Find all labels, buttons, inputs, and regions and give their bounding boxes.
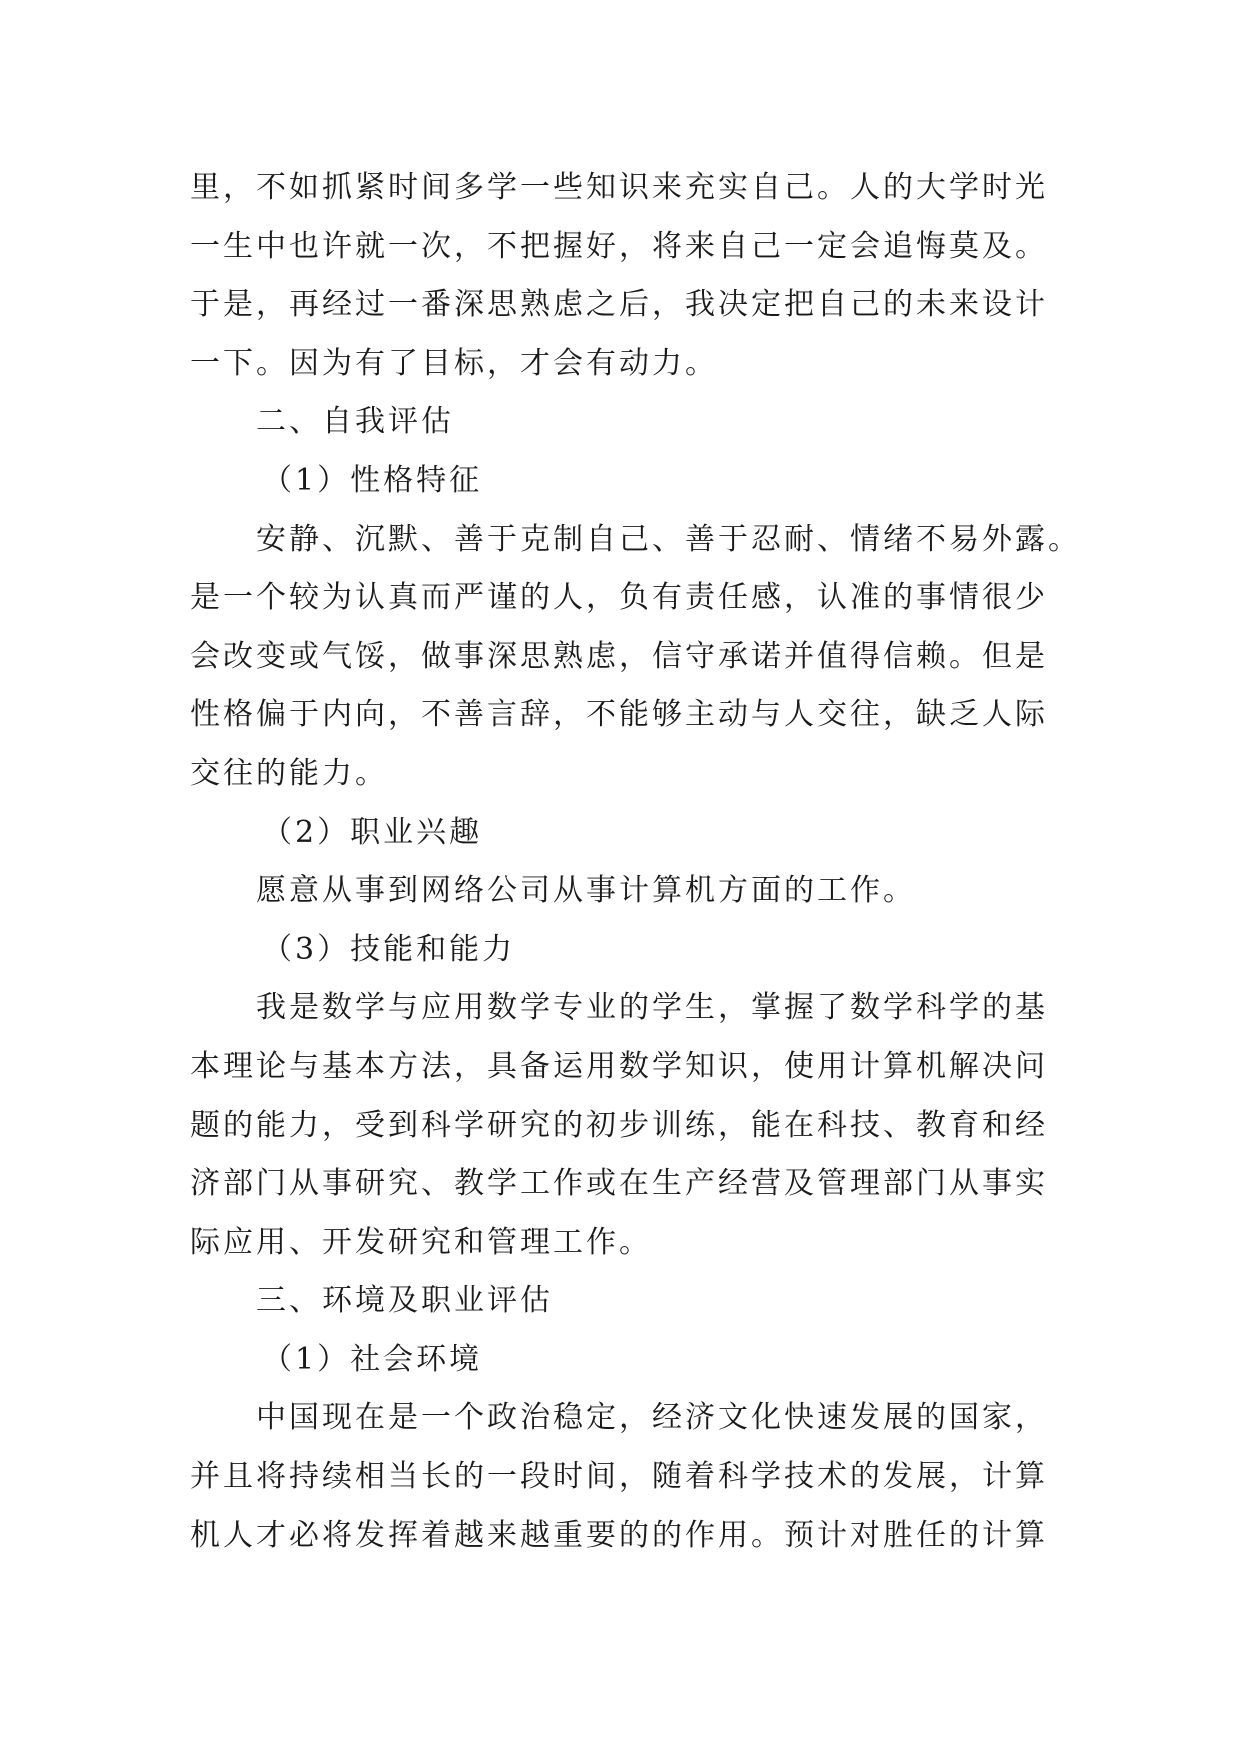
paragraph-line: 是一个较为认真而严谨的人，负有责任感，认准的事情很少 (190, 580, 1048, 616)
paragraph-line: 题的能力，受到科学研究的初步训练，能在科技、教育和经 (190, 1107, 1048, 1143)
paragraph-line: 安静、沉默、善于克制自己、善于忍耐、情绪不易外露。 (256, 521, 1081, 557)
paragraph-line: 于是，再经过一番深思熟虑之后，我决定把自己的未来设计 (190, 287, 1048, 323)
subheading-career-interest: （2）职业兴趣 (262, 814, 483, 850)
paragraph-line: 性格偏于内向，不善言辞，不能够主动与人交往，缺乏人际 (190, 697, 1048, 733)
paragraph-line: 会改变或气馁，做事深思熟虑，信守承诺并值得信赖。但是 (190, 638, 1048, 674)
paragraph-line: 本理论与基本方法，具备运用数学知识，使用计算机解决问 (190, 1048, 1048, 1084)
section-heading-self-assessment: 二、自我评估 (256, 404, 454, 440)
paragraph-line: 我是数学与应用数学专业的学生，掌握了数学科学的基 (256, 990, 1048, 1026)
paragraph-line: 并且将持续相当长的一段时间，随着科学技术的发展，计算 (190, 1459, 1048, 1495)
paragraph-line: 中国现在是一个政治稳定，经济文化快速发展的国家， (256, 1400, 1048, 1436)
paragraph-line: 机人才必将发挥着越来越重要的的作用。预计对胜任的计算 (190, 1517, 1048, 1553)
subheading-personality: （1）性格特征 (262, 462, 483, 498)
document-body (190, 159, 1081, 1565)
paragraph-line: 交往的能力。 (190, 755, 388, 791)
paragraph-line: 际应用、开发研究和管理工作。 (190, 1224, 652, 1260)
paragraph-line: 里，不如抓紧时间多学一些知识来充实自己。人的大学时光 (190, 170, 1048, 205)
section-heading-environment: 三、环境及职业评估 (256, 1283, 553, 1319)
paragraph-line: 愿意从事到网络公司从事计算机方面的工作。 (256, 873, 916, 909)
paragraph-line: 一下。因为有了目标，才会有动力。 (190, 345, 718, 381)
subheading-skills: （3）技能和能力 (262, 931, 516, 967)
paragraph-line: 济部门从事研究、教学工作或在生产经营及管理部门从事实 (190, 1166, 1048, 1202)
subheading-social-environment: （1）社会环境 (262, 1341, 483, 1377)
paragraph-line: 一生中也许就一次，不把握好，将来自己一定会追悔莫及。 (190, 228, 1048, 264)
